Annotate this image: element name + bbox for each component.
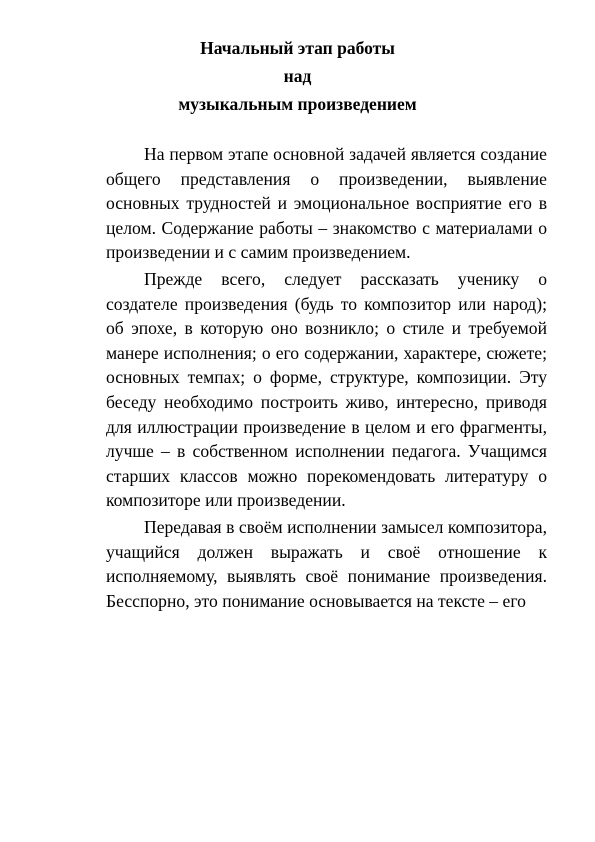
paragraph-3: Передавая в своём исполнении замысел композитора, учащийся должен выражать и своё отношение к исполняемому, выявлять своё понимание произведения. Бесспорно, это понимание основывается на тексте – его (106, 516, 547, 611)
body-text (106, 142, 547, 613)
title-line-2: над (283, 66, 312, 86)
title-line-3: музыкальным произведением (178, 94, 417, 114)
title-line-1: Начальный этап работы (200, 38, 395, 58)
paragraph-1: На первом этапе основной задачей является создание общего представления о произведении, выявление основных трудностей и эмоциональное восприятие его в целом. Содержание работы – знакомство с материалами о произведении и с самим произведением. (106, 144, 547, 263)
document-title (0, 34, 595, 118)
paragraph-2: Прежде всего, следует рассказать ученику о создателе произведения (будь то композитор или народ); об эпохе, в которую оно возникло; о стиле и требуемой манере исполнения; о его содержании, характере, сюжете; основных темпах; о форме, структуре, композиции. Эту беседу необходимо построить живо, интересно, приводя для иллюстрации произведение в целом и его фрагменты, лучше – в собственном исполнении педагога. Учащимся старших классов можно порекомендовать литературу о композиторе или произведении. (106, 268, 547, 511)
